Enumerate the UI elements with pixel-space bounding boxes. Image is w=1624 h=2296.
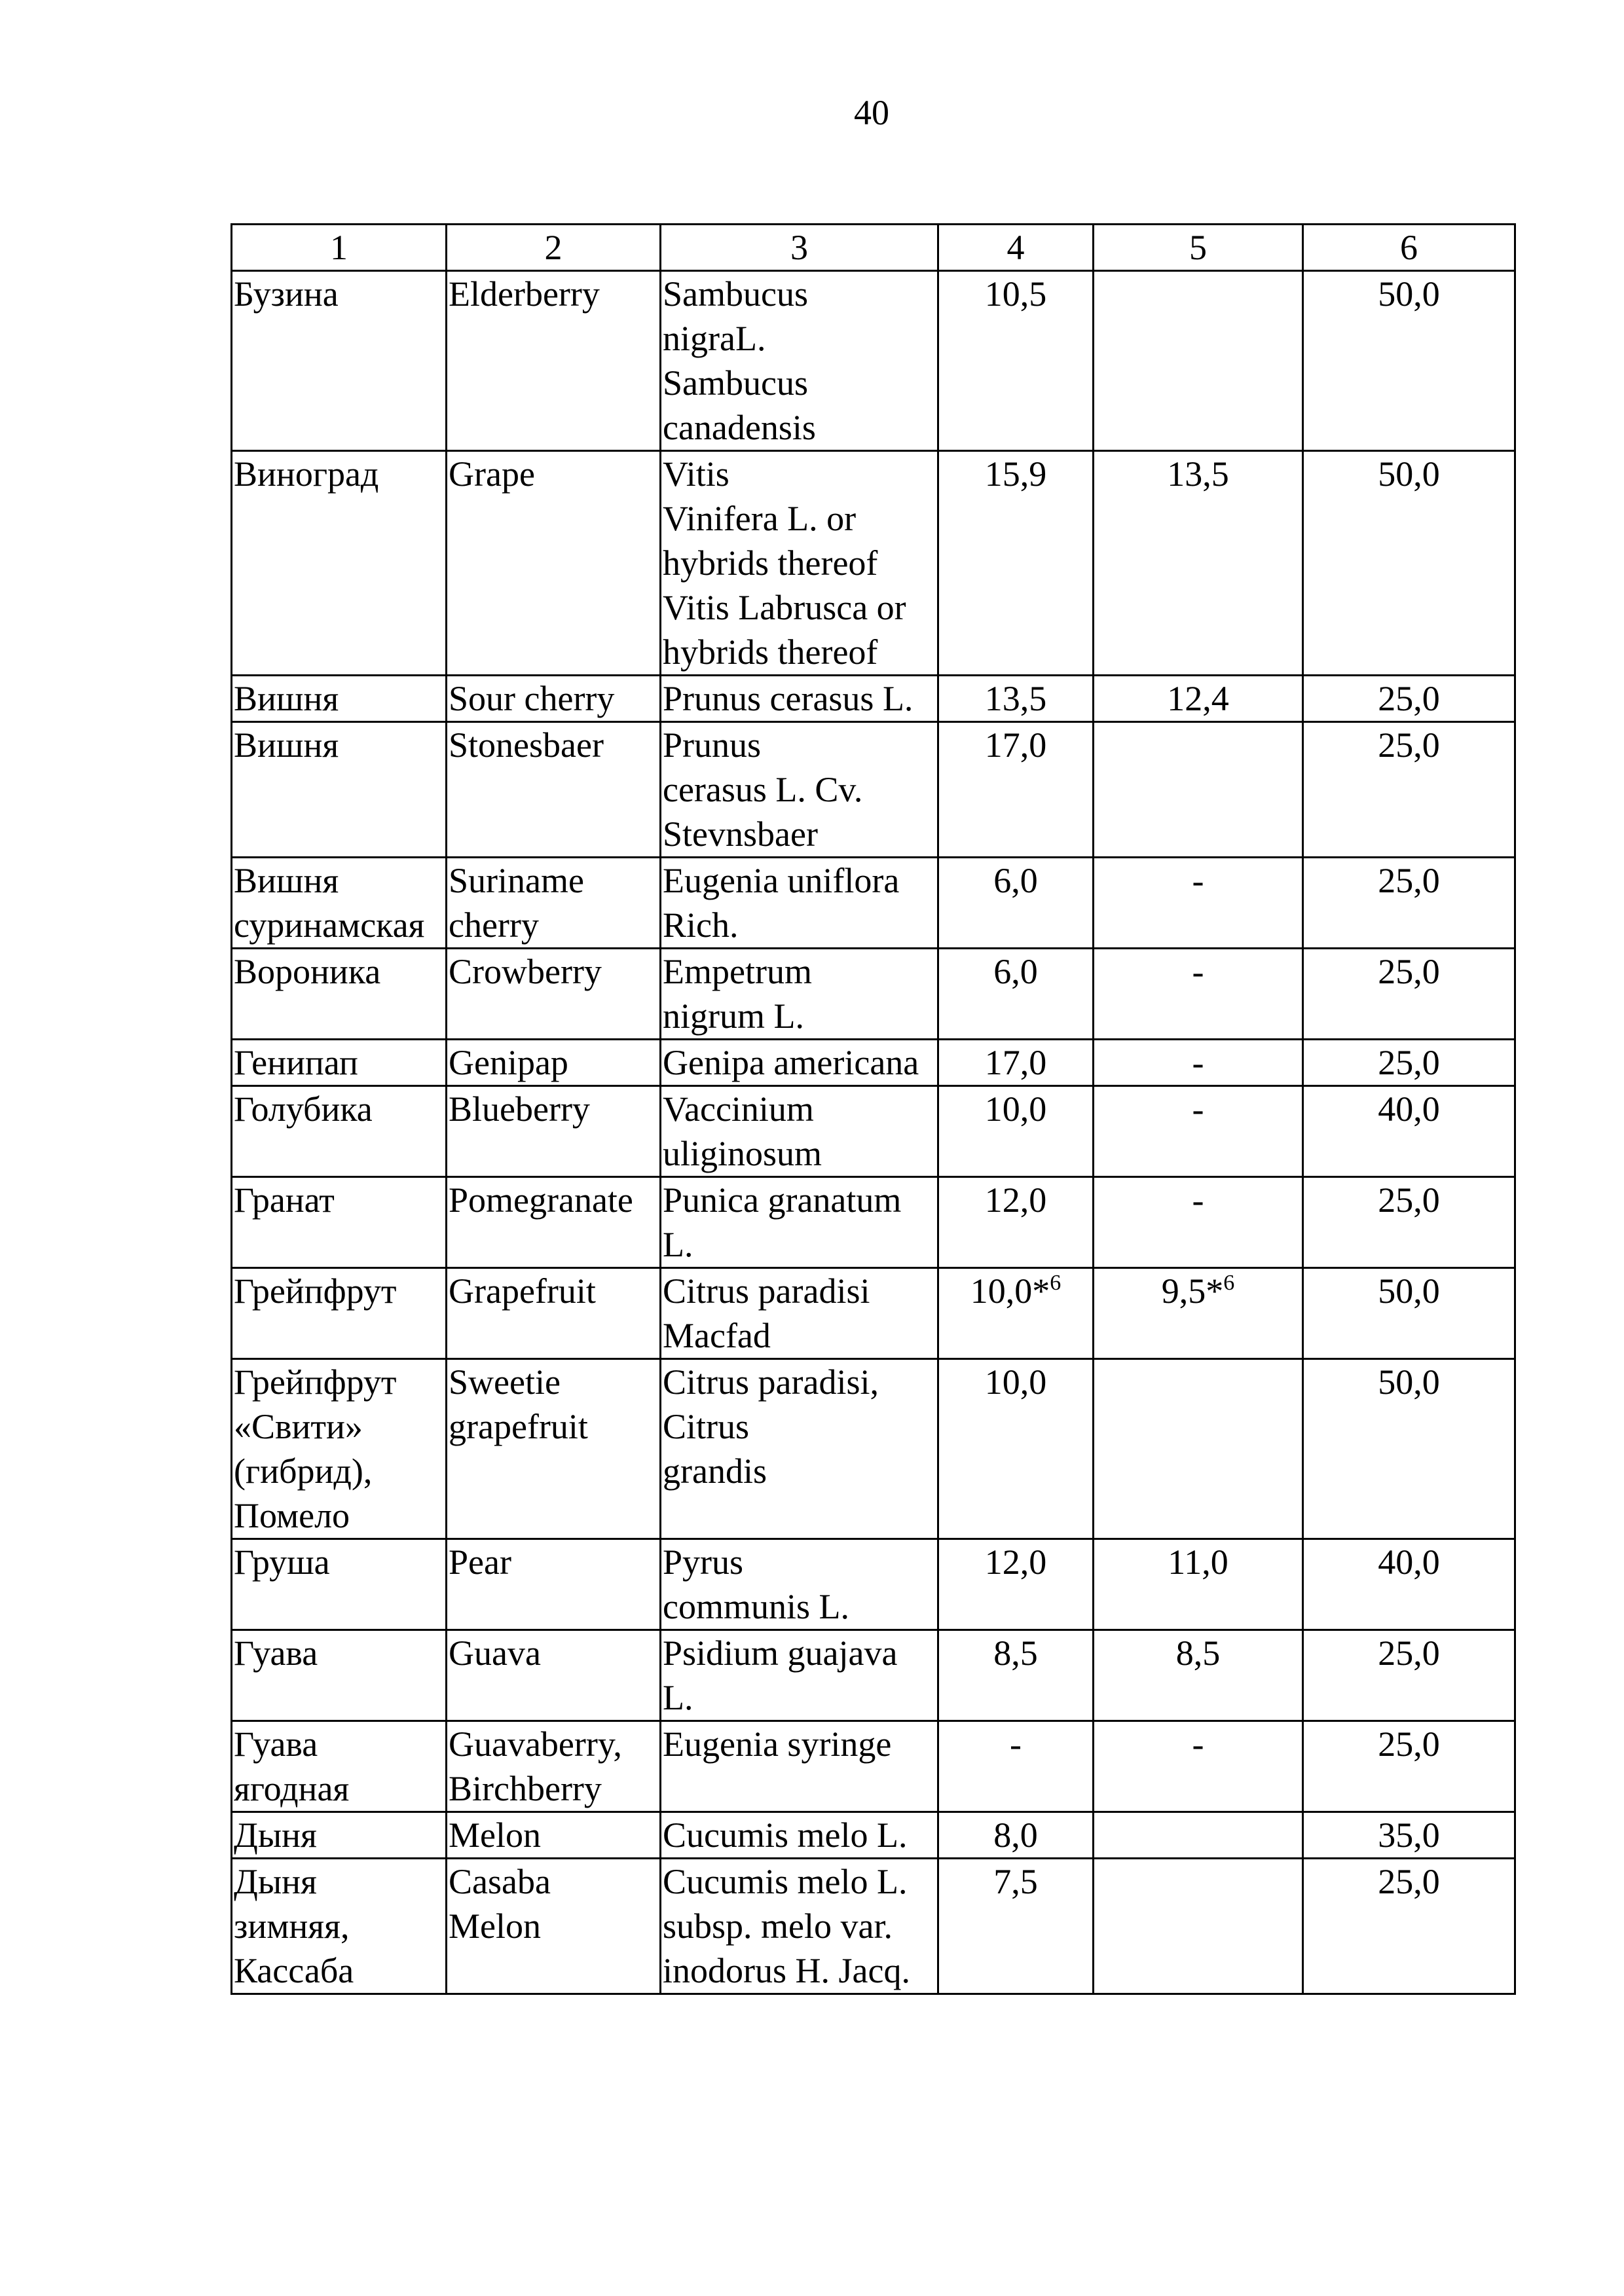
cell-col6-text: 25,0 — [1378, 952, 1440, 991]
cell-russian-name-text: Вишня — [234, 679, 339, 718]
cell-col4 — [938, 676, 1094, 722]
cell-col6 — [1303, 1086, 1515, 1177]
cell-latin-name — [661, 1539, 938, 1630]
cell-col5 — [1094, 1539, 1303, 1630]
cell-col6 — [1303, 1859, 1515, 1994]
cell-latin-name — [661, 676, 938, 722]
table-header-row — [232, 225, 1515, 271]
cell-latin-name-text: Citrus paradisi Macfad — [663, 1271, 870, 1355]
cell-col4-text: 8,5 — [993, 1633, 1038, 1673]
cell-russian-name-text: Дыня — [234, 1815, 317, 1855]
cell-col4 — [938, 1812, 1094, 1859]
cell-russian-name-text: Виноград — [234, 454, 379, 494]
column-header: 2 — [447, 225, 661, 271]
cell-col5-text: 9,5* — [1161, 1271, 1224, 1311]
table-row — [232, 1539, 1515, 1630]
cell-col4-text: 15,9 — [984, 454, 1047, 494]
table-row — [232, 1721, 1515, 1812]
cell-english-name-text: Genipap — [449, 1043, 568, 1082]
cell-col6-text: 25,0 — [1378, 1180, 1440, 1220]
page-number: 40 — [854, 93, 889, 132]
cell-latin-name — [661, 1268, 938, 1359]
cell-col5-text: - — [1192, 952, 1204, 991]
cell-col6-text: 25,0 — [1378, 725, 1440, 765]
cell-col4 — [938, 1721, 1094, 1812]
cell-col4-text: 6,0 — [993, 861, 1038, 900]
cell-english-name — [447, 1086, 661, 1177]
cell-russian-name — [232, 949, 447, 1040]
cell-col6 — [1303, 949, 1515, 1040]
cell-english-name — [447, 722, 661, 858]
footnote-marker: 6 — [1223, 1271, 1235, 1295]
data-table — [231, 223, 1516, 1995]
cell-latin-name-text: Genipa americana — [663, 1043, 919, 1082]
cell-latin-name-text: Cucumis melo L. subsp. melo var. inodorus H. Jacq. — [663, 1862, 910, 1990]
cell-russian-name — [232, 1812, 447, 1859]
cell-col5-text: - — [1192, 1180, 1204, 1220]
cell-english-name-text: Grape — [449, 454, 535, 494]
cell-english-name — [447, 858, 661, 949]
cell-russian-name-text: Вороника — [234, 952, 381, 991]
cell-english-name-text: Sweetie grapefruit — [449, 1362, 588, 1446]
cell-latin-name-text: Psidium guajava L. — [663, 1633, 898, 1717]
cell-col6 — [1303, 1040, 1515, 1086]
cell-english-name — [447, 676, 661, 722]
cell-col4 — [938, 1040, 1094, 1086]
cell-latin-name — [661, 1859, 938, 1994]
cell-col6 — [1303, 676, 1515, 722]
cell-col5-text: 12,4 — [1167, 679, 1229, 718]
cell-col4-text: 17,0 — [984, 725, 1047, 765]
cell-english-name-text: Blueberry — [449, 1089, 590, 1129]
table-row — [232, 1859, 1515, 1994]
table-row — [232, 949, 1515, 1040]
cell-col6-text: 50,0 — [1378, 274, 1440, 314]
cell-col4 — [938, 1859, 1094, 1994]
cell-col6 — [1303, 722, 1515, 858]
cell-col5 — [1094, 1177, 1303, 1268]
column-header: 3 — [661, 225, 938, 271]
cell-col5 — [1094, 858, 1303, 949]
cell-english-name-text: Pomegranate — [449, 1180, 633, 1220]
table-row — [232, 451, 1515, 676]
cell-col5 — [1094, 1630, 1303, 1721]
cell-col4 — [938, 1086, 1094, 1177]
cell-col5 — [1094, 1359, 1303, 1539]
cell-russian-name — [232, 1721, 447, 1812]
cell-latin-name-text: Pyrus communis L. — [663, 1542, 849, 1626]
cell-col6-text: 50,0 — [1378, 1271, 1440, 1311]
cell-col5-text: - — [1192, 1724, 1204, 1764]
cell-english-name-text: Guavaberry, Birchberry — [449, 1724, 622, 1808]
cell-col5 — [1094, 949, 1303, 1040]
cell-col5-text: 13,5 — [1167, 454, 1229, 494]
cell-col5 — [1094, 451, 1303, 676]
cell-russian-name — [232, 1040, 447, 1086]
cell-latin-name-text: Vaccinium uliginosum — [663, 1089, 822, 1173]
cell-col4-text: 10,5 — [984, 274, 1047, 314]
cell-col6 — [1303, 451, 1515, 676]
cell-latin-name — [661, 1812, 938, 1859]
cell-russian-name — [232, 271, 447, 451]
footnote-marker: 6 — [1050, 1271, 1061, 1295]
cell-russian-name — [232, 722, 447, 858]
cell-col4 — [938, 949, 1094, 1040]
cell-col6 — [1303, 1177, 1515, 1268]
cell-col4-text: 6,0 — [993, 952, 1038, 991]
cell-col5 — [1094, 271, 1303, 451]
cell-russian-name-text: Гуава ягодная — [234, 1724, 350, 1808]
cell-col4-text: 13,5 — [984, 679, 1047, 718]
table-body — [232, 225, 1515, 1994]
cell-english-name — [447, 1721, 661, 1812]
cell-latin-name — [661, 722, 938, 858]
cell-latin-name — [661, 1177, 938, 1268]
cell-latin-name — [661, 451, 938, 676]
table-row — [232, 1086, 1515, 1177]
cell-col4-text: 12,0 — [984, 1180, 1047, 1220]
table-row — [232, 858, 1515, 949]
table-row — [232, 1177, 1515, 1268]
table-row — [232, 1630, 1515, 1721]
cell-english-name-text: Melon — [449, 1815, 541, 1855]
cell-russian-name-text: Голубика — [234, 1089, 373, 1129]
cell-col5-text: - — [1192, 1089, 1204, 1129]
cell-latin-name — [661, 949, 938, 1040]
cell-english-name-text: Crowberry — [449, 952, 602, 991]
cell-col6 — [1303, 1359, 1515, 1539]
cell-russian-name — [232, 1177, 447, 1268]
cell-col6-text: 50,0 — [1378, 1362, 1440, 1402]
column-header: 4 — [938, 225, 1094, 271]
table-row — [232, 1040, 1515, 1086]
cell-col4 — [938, 271, 1094, 451]
cell-english-name — [447, 1812, 661, 1859]
cell-latin-name-text: Cucumis melo L. — [663, 1815, 908, 1855]
cell-col6-text: 25,0 — [1378, 679, 1440, 718]
cell-latin-name — [661, 1630, 938, 1721]
cell-english-name — [447, 271, 661, 451]
cell-english-name — [447, 451, 661, 676]
cell-latin-name — [661, 1721, 938, 1812]
column-header: 5 — [1094, 225, 1303, 271]
cell-latin-name-text: Eugenia syringe — [663, 1724, 892, 1764]
column-header: 6 — [1303, 225, 1515, 271]
cell-col6 — [1303, 271, 1515, 451]
cell-col5 — [1094, 1040, 1303, 1086]
cell-latin-name — [661, 1359, 938, 1539]
table-row — [232, 1268, 1515, 1359]
table-row — [232, 1812, 1515, 1859]
cell-english-name-text: Sour cherry — [449, 679, 615, 718]
cell-latin-name — [661, 271, 938, 451]
cell-col6 — [1303, 1812, 1515, 1859]
table-row — [232, 1359, 1515, 1539]
cell-col5 — [1094, 1268, 1303, 1359]
column-header: 1 — [232, 225, 447, 271]
cell-col5-text: - — [1192, 1043, 1204, 1082]
cell-col6-text: 25,0 — [1378, 1043, 1440, 1082]
cell-english-name — [447, 1630, 661, 1721]
cell-english-name-text: Guava — [449, 1633, 541, 1673]
cell-col6-text: 25,0 — [1378, 1724, 1440, 1764]
cell-latin-name — [661, 858, 938, 949]
cell-latin-name — [661, 1086, 938, 1177]
cell-col4 — [938, 858, 1094, 949]
cell-english-name — [447, 1040, 661, 1086]
cell-col6 — [1303, 1539, 1515, 1630]
cell-col4-text: 10,0* — [970, 1271, 1050, 1311]
cell-col4-text: 7,5 — [993, 1862, 1038, 1901]
cell-english-name — [447, 1177, 661, 1268]
cell-russian-name — [232, 676, 447, 722]
cell-russian-name — [232, 451, 447, 676]
cell-col6-text: 25,0 — [1378, 1862, 1440, 1901]
cell-russian-name-text: Вишня — [234, 725, 339, 765]
cell-col4-text: - — [1010, 1724, 1022, 1764]
cell-latin-name-text: Prunus cerasus L. Cv. Stevnsbaer — [663, 725, 863, 854]
cell-russian-name — [232, 1630, 447, 1721]
cell-russian-name-text: Груша — [234, 1542, 330, 1582]
cell-russian-name-text: Дыня зимняя, Кассаба — [234, 1862, 354, 1990]
cell-col6-text: 50,0 — [1378, 454, 1440, 494]
cell-english-name — [447, 949, 661, 1040]
cell-english-name-text: Suriname cherry — [449, 861, 584, 945]
cell-english-name — [447, 1859, 661, 1994]
cell-col4-text: 8,0 — [993, 1815, 1038, 1855]
cell-latin-name-text: Prunus cerasus L. — [663, 679, 913, 718]
cell-col6 — [1303, 1630, 1515, 1721]
cell-english-name — [447, 1268, 661, 1359]
cell-russian-name-text: Гуава — [234, 1633, 318, 1673]
table-row — [232, 271, 1515, 451]
cell-russian-name — [232, 1086, 447, 1177]
cell-latin-name-text: Empetrum nigrum L. — [663, 952, 812, 1036]
cell-col6-text: 25,0 — [1378, 1633, 1440, 1673]
cell-russian-name — [232, 1268, 447, 1359]
cell-russian-name — [232, 858, 447, 949]
cell-col6-text: 40,0 — [1378, 1089, 1440, 1129]
cell-english-name-text: Elderberry — [449, 274, 600, 314]
cell-english-name-text: Stonesbaer — [449, 725, 604, 765]
cell-col5 — [1094, 1859, 1303, 1994]
cell-english-name-text: Pear — [449, 1542, 511, 1582]
cell-col5-text: 8,5 — [1175, 1633, 1221, 1673]
cell-col4 — [938, 1268, 1094, 1359]
table-row — [232, 722, 1515, 858]
cell-col4-text: 10,0 — [984, 1362, 1047, 1402]
cell-latin-name-text: Vitis Vinifera L. or hybrids thereof Vitis Labrusca or hybrids thereof — [663, 454, 906, 672]
cell-col5 — [1094, 1721, 1303, 1812]
cell-col4 — [938, 1630, 1094, 1721]
cell-col4 — [938, 1539, 1094, 1630]
cell-latin-name-text: Punica granatum L. — [663, 1180, 902, 1264]
cell-col4 — [938, 722, 1094, 858]
cell-english-name-text: Grapefruit — [449, 1271, 596, 1311]
cell-col6 — [1303, 1268, 1515, 1359]
cell-col6-text: 35,0 — [1378, 1815, 1440, 1855]
cell-col5 — [1094, 1086, 1303, 1177]
cell-col6 — [1303, 858, 1515, 949]
cell-col6 — [1303, 1721, 1515, 1812]
cell-col5 — [1094, 676, 1303, 722]
cell-col5-text: 11,0 — [1168, 1542, 1228, 1582]
cell-latin-name-text: Citrus paradisi, Citrus grandis — [663, 1362, 879, 1491]
cell-col6-text: 40,0 — [1378, 1542, 1440, 1582]
cell-latin-name — [661, 1040, 938, 1086]
cell-english-name-text: Casaba Melon — [449, 1862, 551, 1946]
cell-col4-text: 17,0 — [984, 1043, 1047, 1082]
cell-col6-text: 25,0 — [1378, 861, 1440, 900]
cell-col5-text: - — [1192, 861, 1204, 900]
cell-col4 — [938, 1359, 1094, 1539]
cell-russian-name — [232, 1539, 447, 1630]
cell-latin-name-text: Sambucus nigraL. Sambucus canadensis — [663, 274, 816, 447]
cell-latin-name-text: Eugenia uniflora Rich. — [663, 861, 900, 945]
cell-russian-name-text: Гранат — [234, 1180, 335, 1220]
cell-russian-name-text: Бузина — [234, 274, 339, 314]
cell-col4-text: 12,0 — [984, 1542, 1047, 1582]
table-row — [232, 676, 1515, 722]
cell-col4 — [938, 451, 1094, 676]
cell-russian-name — [232, 1359, 447, 1539]
cell-russian-name-text: Грейпфрут — [234, 1271, 397, 1311]
cell-english-name — [447, 1359, 661, 1539]
cell-col4-text: 10,0 — [984, 1089, 1047, 1129]
cell-russian-name — [232, 1859, 447, 1994]
cell-col4 — [938, 1177, 1094, 1268]
cell-russian-name-text: Генипап — [234, 1043, 358, 1082]
cell-col5 — [1094, 1812, 1303, 1859]
cell-col5 — [1094, 722, 1303, 858]
cell-english-name — [447, 1539, 661, 1630]
cell-russian-name-text: Грейпфрут «Свити» (гибрид), Помело — [234, 1362, 397, 1535]
cell-russian-name-text: Вишня суринамская — [234, 861, 425, 945]
